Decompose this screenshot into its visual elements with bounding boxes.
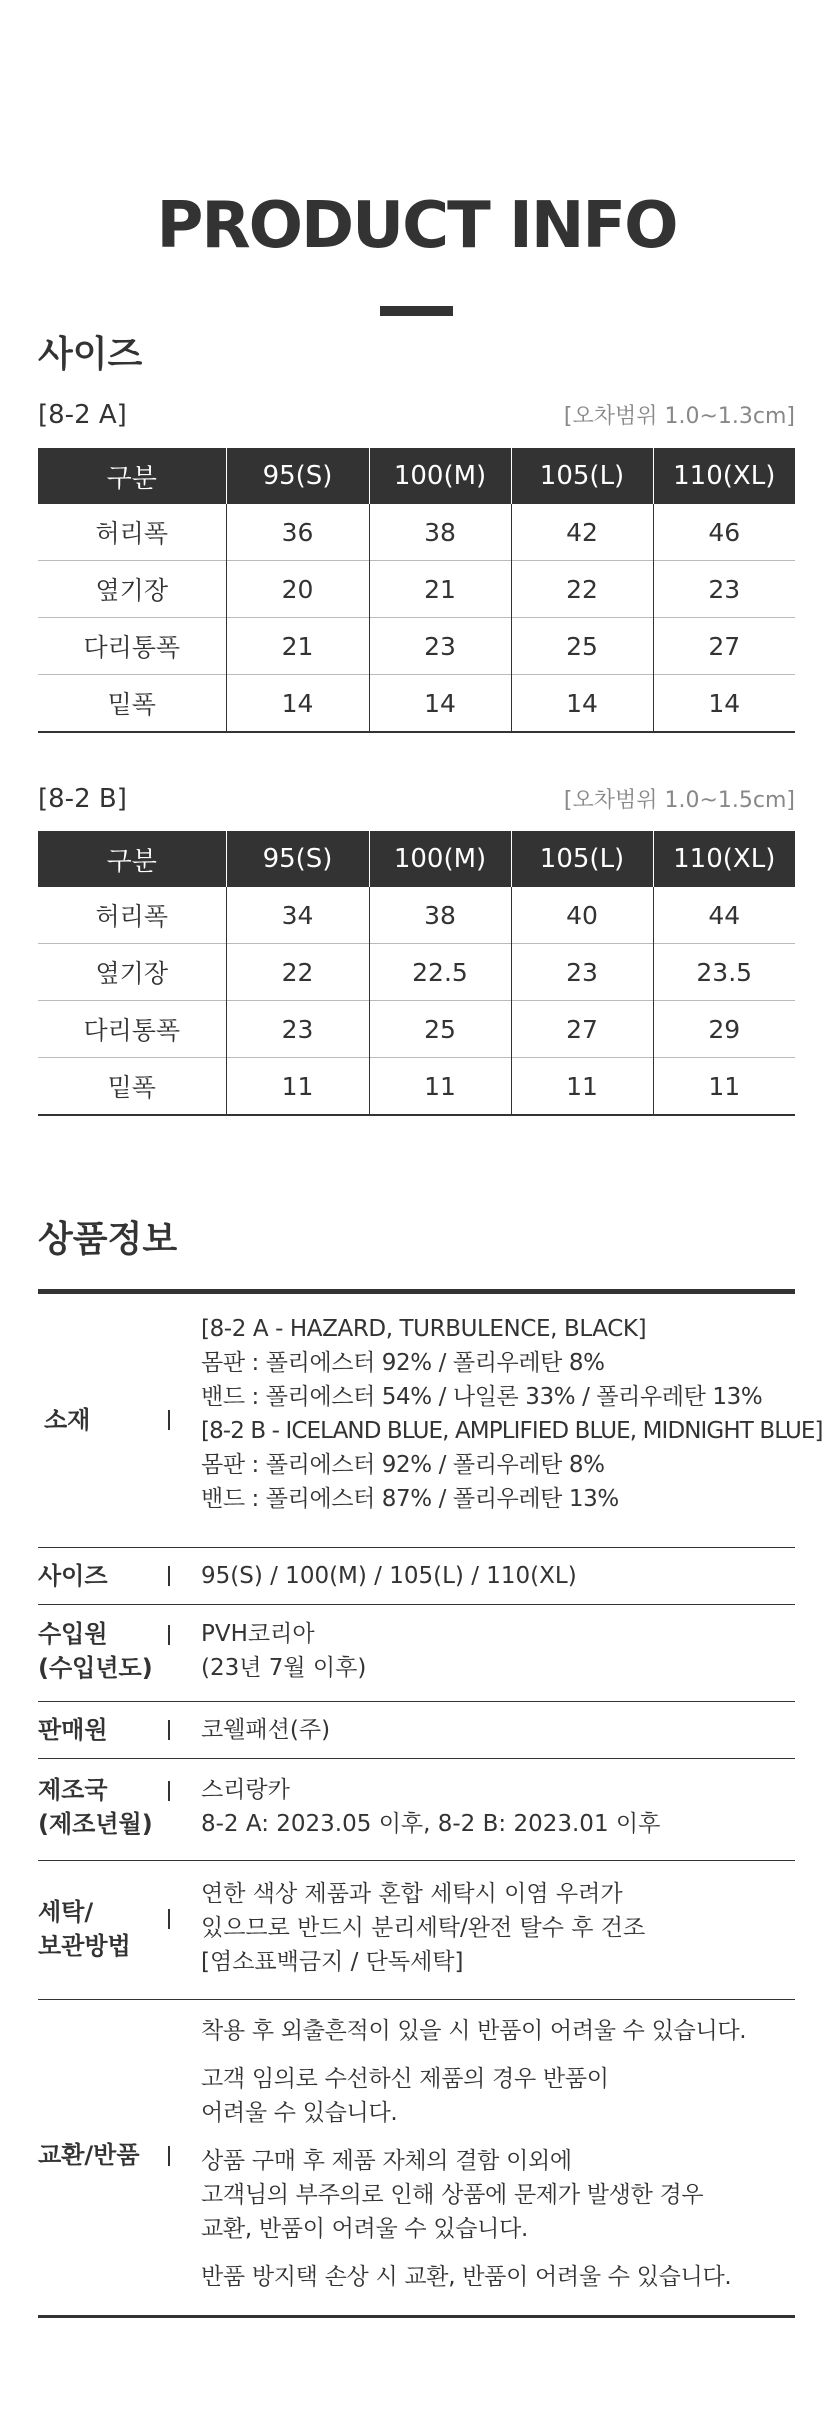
value-cell: 44 [653,887,795,944]
table-row [38,675,795,733]
seller-label: 판매원 [38,1716,108,1744]
value-cell: 14 [369,675,511,733]
value-cell: 23 [226,1001,369,1058]
table-row [38,1001,795,1058]
value-cell: 21 [369,561,511,618]
value-cell: 11 [226,1058,369,1116]
value-cell: 22.5 [369,944,511,1001]
care-line: 있으므로 반드시 분리세탁/완전 탈수 후 건조 [201,1915,646,1941]
origin-label-line: 제조국 [38,1776,108,1804]
origin-label [38,1773,153,1841]
material-line: [8-2 A - HAZARD, TURBULENCE, BLACK] [201,1316,647,1342]
table-row [38,887,795,944]
importer-label-line: 수입원 [38,1620,108,1648]
row-separator [168,1909,170,1929]
value-cell: 42 [511,504,653,561]
header-cell: 105(L) [511,448,653,504]
size-section-title: 사이즈 [38,334,143,375]
exchange-line: 고객 임의로 수선하신 제품의 경우 반품이 [201,2066,609,2092]
value-cell: 14 [226,675,369,733]
info-row-material [38,1294,823,1548]
value-cell: 27 [653,618,795,675]
info-row-exchange [38,2000,795,2318]
row-label-cell: 옆기장 [38,561,226,618]
value-cell: 36 [226,504,369,561]
value-cell: 34 [226,887,369,944]
material-content [201,1312,823,1516]
value-cell: 22 [226,944,369,1001]
row-separator [168,1566,170,1586]
table-a-label: [8-2 A] [38,400,127,430]
importer-label-line: (수입년도) [38,1654,153,1682]
table-row [38,1058,795,1116]
table-header-row [38,831,795,887]
info-row-origin [38,1759,795,1861]
value-cell: 38 [369,887,511,944]
row-separator [168,1781,170,1801]
row-label-cell: 허리폭 [95,519,168,548]
row-separator [168,2146,170,2166]
care-line: [염소표백금지 / 단독세탁] [201,1949,464,1975]
header-cell: 100(M) [369,448,511,504]
value-cell: 14 [511,675,653,733]
header-cell: 95(S) [226,831,369,887]
origin-label-line: (제조년월) [38,1810,153,1838]
value-cell: 20 [226,561,369,618]
table-row [38,504,795,561]
value-cell: 25 [369,1001,511,1058]
importer-value [201,1617,366,1685]
exchange-line: 교환, 반품이 어려울 수 있습니다. [201,2216,529,2242]
header-cell: 110(XL) [653,448,795,504]
row-separator [168,1625,170,1645]
origin-value [201,1773,660,1841]
exchange-paragraph [201,2144,746,2246]
header-cell: 95(S) [226,448,369,504]
header-cell: 105(L) [511,831,653,887]
row-label-cell: 밑폭 [38,675,226,733]
exchange-label: 교환/반품 [38,2141,140,2169]
exchange-paragraph [201,2260,746,2294]
table-row [38,561,795,618]
importer-line: PVH코리아 [201,1621,315,1647]
table-row [38,618,795,675]
value-cell: 23 [511,944,653,1001]
table-row [38,944,795,1001]
material-line: 몸판 : 폴리에스터 92% / 폴리우레탄 8% [201,1452,605,1478]
size-table-a [38,448,795,733]
value-cell: 27 [511,1001,653,1058]
value-cell: 23.5 [653,944,795,1001]
value-cell: 25 [511,618,653,675]
value-cell: 14 [653,675,795,733]
material-line: [8-2 B - ICELAND BLUE, AMPLIFIED BLUE, MIDNIGHT BLUE] [201,1418,823,1444]
value-cell: 38 [369,504,511,561]
exchange-content [201,2014,746,2294]
row-label-cell: 허리폭 [95,902,168,931]
size-table-b [38,831,795,1116]
material-line: 몸판 : 폴리에스터 92% / 폴리우레탄 8% [201,1350,605,1376]
importer-label [38,1617,153,1685]
row-separator [168,1410,170,1430]
material-label: 소재 [44,1406,91,1434]
info-row-care [38,1861,795,2000]
exchange-paragraph [201,2062,746,2130]
exchange-line: 반품 방지택 손상 시 교환, 반품이 어려울 수 있습니다. [201,2264,732,2290]
exchange-line: 고객님의 부주의로 인해 상품에 문제가 발생한 경우 [201,2182,704,2208]
value-cell: 23 [369,618,511,675]
material-line: 밴드 : 폴리에스터 54% / 나일론 33% / 폴리우레탄 13% [201,1384,763,1410]
value-cell: 40 [511,887,653,944]
title-underline-bar [380,306,453,316]
info-row-seller [38,1702,795,1759]
value-cell: 22 [511,561,653,618]
header-cell: 110(XL) [653,831,795,887]
table-header-row [38,448,795,504]
row-separator [168,1720,170,1740]
table-b-label: [8-2 B] [38,784,127,814]
care-label-line: 보관방법 [38,1932,131,1960]
origin-line: 스리랑카 [201,1777,290,1803]
value-cell: 46 [653,504,795,561]
material-line: 밴드 : 폴리에스터 87% / 폴리우레탄 13% [201,1486,619,1512]
info-row-importer [38,1605,795,1702]
row-label-cell: 다리통폭 [38,618,226,675]
row-label-cell: 옆기장 [38,944,226,1001]
origin-line: 8-2 A: 2023.05 이후, 8-2 B: 2023.01 이후 [201,1811,661,1837]
size-label: 사이즈 [38,1562,108,1590]
header-cell: 구분 [38,448,226,504]
header-cell: 구분 [38,831,226,887]
value-cell: 11 [511,1058,653,1116]
table-a-tolerance: [오차범위 1.0~1.3cm] [563,404,795,429]
value-cell: 23 [653,561,795,618]
care-label-line: 세탁/ [38,1898,94,1926]
info-section-title: 상품정보 [38,1219,178,1260]
care-label [38,1895,131,1963]
exchange-line: 착용 후 외출흔적이 있을 시 반품이 어려울 수 있습니다. [201,2018,747,2044]
header-cell: 100(M) [369,831,511,887]
seller-value: 코웰패션(주) [201,1717,331,1743]
page-title: PRODUCT INFO [156,189,677,263]
info-row-size [38,1548,795,1605]
care-content [201,1877,645,1979]
row-label-cell: 밑폭 [38,1058,226,1116]
care-line: 연한 색상 제품과 혼합 세탁시 이염 우려가 [201,1881,623,1907]
exchange-line: 어려울 수 있습니다. [201,2100,398,2126]
size-value: 95(S) / 100(M) / 105(L) / 110(XL) [201,1563,577,1589]
exchange-paragraph [201,2014,746,2048]
value-cell: 11 [653,1058,795,1116]
importer-line: (23년 7월 이후) [201,1655,367,1681]
table-b-tolerance: [오차범위 1.0~1.5cm] [563,788,795,813]
exchange-line: 상품 구매 후 제품 자체의 결함 이외에 [201,2148,572,2174]
value-cell: 29 [653,1001,795,1058]
value-cell: 21 [226,618,369,675]
value-cell: 11 [369,1058,511,1116]
row-label-cell: 다리통폭 [38,1001,226,1058]
